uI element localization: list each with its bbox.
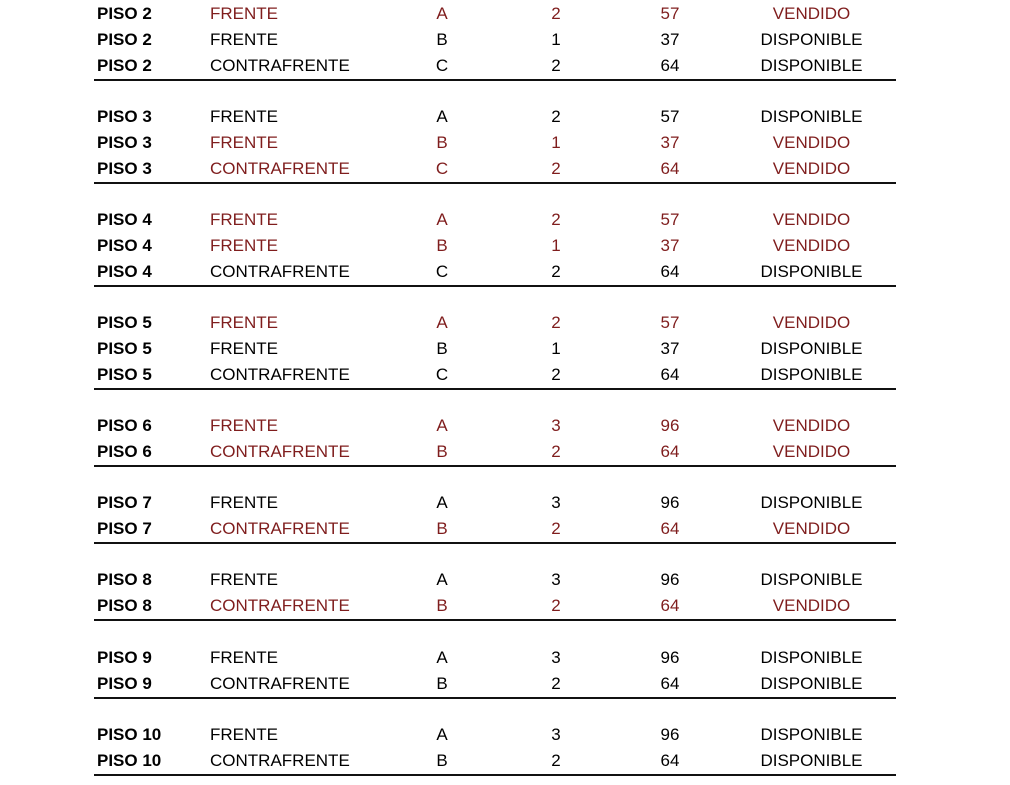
status-cell: VENDIDO [772,236,851,255]
orientation-cell: CONTRAFRENTE [210,674,350,693]
rooms-cell: 2 [551,596,561,615]
unit-cell: B [436,236,448,255]
orientation-cell: FRENTE [210,570,278,589]
area-cell: 64 [660,262,680,281]
rooms-cell: 2 [551,4,561,23]
area-cell: 64 [660,751,680,770]
floor-cell: PISO 2 [97,56,152,75]
floor-cell: PISO 3 [97,133,152,152]
rooms-cell: 1 [551,236,561,255]
floor-group-piso-5 [94,310,896,390]
rooms-cell: 3 [551,570,561,589]
floor-group-piso-6 [94,413,896,467]
orientation-cell: FRENTE [210,30,278,49]
rooms-cell: 2 [551,159,561,178]
status-cell: VENDIDO [772,210,851,229]
table-row [94,336,896,362]
orientation-cell: FRENTE [210,236,278,255]
orientation-cell: FRENTE [210,416,278,435]
status-cell: VENDIDO [772,133,851,152]
status-cell: DISPONIBLE [760,56,863,75]
floor-group-piso-7 [94,490,896,544]
unit-cell: B [436,339,448,358]
floor-cell: PISO 8 [97,570,152,589]
orientation-cell: CONTRAFRENTE [210,519,350,538]
unit-cell: C [435,56,449,75]
unit-cell: A [436,4,448,23]
rooms-cell: 2 [551,210,561,229]
rooms-cell: 2 [551,442,561,461]
status-cell: DISPONIBLE [760,262,863,281]
status-cell: VENDIDO [772,596,851,615]
rooms-cell: 2 [551,519,561,538]
table-row [94,671,896,697]
orientation-cell: CONTRAFRENTE [210,56,350,75]
rooms-cell: 3 [551,416,561,435]
floor-cell: PISO 7 [97,493,152,512]
floor-cell: PISO 4 [97,210,152,229]
table-row [94,156,896,182]
area-cell: 57 [660,313,680,332]
table-row [94,593,896,619]
status-cell: VENDIDO [772,519,851,538]
unit-cell: A [436,493,448,512]
floor-cell: PISO 5 [97,339,152,358]
floor-group-piso-8 [94,567,896,621]
unit-cell: A [436,313,448,332]
table-row [94,439,896,465]
orientation-cell: FRENTE [210,313,278,332]
table-row [94,53,896,79]
orientation-cell: CONTRAFRENTE [210,442,350,461]
table-row [94,748,896,774]
orientation-cell: FRENTE [210,133,278,152]
floor-cell: PISO 2 [97,30,152,49]
status-cell: DISPONIBLE [760,30,863,49]
rooms-cell: 1 [551,339,561,358]
area-cell: 37 [660,30,680,49]
area-cell: 96 [660,570,680,589]
table-row [94,362,896,388]
floor-cell: PISO 5 [97,313,152,332]
table-row [94,413,896,439]
orientation-cell: FRENTE [210,648,278,667]
area-cell: 96 [660,416,680,435]
floor-group-piso-4 [94,207,896,287]
floor-group-piso-2 [94,1,896,81]
floor-cell: PISO 6 [97,442,152,461]
floor-cell: PISO 6 [97,416,152,435]
floor-cell: PISO 9 [97,674,152,693]
floor-cell: PISO 9 [97,648,152,667]
table-row [94,310,896,336]
floor-cell: PISO 5 [97,365,152,384]
status-cell: DISPONIBLE [760,570,863,589]
area-cell: 64 [660,596,680,615]
area-cell: 96 [660,725,680,744]
rooms-cell: 2 [551,107,561,126]
area-cell: 57 [660,210,680,229]
rooms-cell: 3 [551,725,561,744]
status-cell: DISPONIBLE [760,674,863,693]
area-cell: 64 [660,365,680,384]
unit-cell: B [436,30,448,49]
orientation-cell: FRENTE [210,339,278,358]
status-cell: VENDIDO [772,159,851,178]
orientation-cell: CONTRAFRENTE [210,365,350,384]
area-cell: 64 [660,56,680,75]
floor-group-piso-9 [94,645,896,699]
floor-cell: PISO 4 [97,262,152,281]
table-row [94,722,896,748]
area-cell: 64 [660,519,680,538]
table-row [94,567,896,593]
floor-group-piso-10 [94,722,896,776]
orientation-cell: CONTRAFRENTE [210,159,350,178]
unit-cell: B [436,674,448,693]
status-cell: DISPONIBLE [760,725,863,744]
floor-cell: PISO 3 [97,107,152,126]
table-row [94,1,896,27]
status-cell: VENDIDO [772,442,851,461]
unit-cell: C [435,365,449,384]
area-cell: 64 [660,442,680,461]
unit-cell: B [436,133,448,152]
unit-cell: A [436,107,448,126]
rooms-cell: 2 [551,56,561,75]
rooms-cell: 2 [551,674,561,693]
floor-cell: PISO 7 [97,519,152,538]
floor-cell: PISO 8 [97,596,152,615]
table-row [94,233,896,259]
area-cell: 57 [660,107,680,126]
rooms-cell: 2 [551,313,561,332]
status-cell: VENDIDO [772,313,851,332]
rooms-cell: 2 [551,262,561,281]
unit-cell: A [436,570,448,589]
table-row [94,27,896,53]
table-row [94,516,896,542]
floor-group-piso-3 [94,104,896,184]
unit-cell: A [436,725,448,744]
status-cell: VENDIDO [772,4,851,23]
floor-cell: PISO 3 [97,159,152,178]
floor-cell: PISO 10 [97,725,162,744]
orientation-cell: FRENTE [210,493,278,512]
floor-cell: PISO 4 [97,236,152,255]
floor-cell: PISO 2 [97,4,152,23]
orientation-cell: CONTRAFRENTE [210,596,350,615]
unit-cell: A [436,416,448,435]
area-cell: 64 [660,159,680,178]
rooms-cell: 1 [551,133,561,152]
table-row [94,259,896,285]
area-cell: 37 [660,339,680,358]
table-row [94,130,896,156]
unit-cell: A [436,210,448,229]
unit-cell: A [436,648,448,667]
table-row [94,490,896,516]
table-row [94,645,896,671]
area-cell: 96 [660,648,680,667]
status-cell: DISPONIBLE [760,648,863,667]
orientation-cell: FRENTE [210,107,278,126]
table-row [94,104,896,130]
rooms-cell: 2 [551,751,561,770]
area-cell: 37 [660,236,680,255]
status-cell: DISPONIBLE [760,339,863,358]
unit-cell: B [436,442,448,461]
table-row [94,207,896,233]
status-cell: VENDIDO [772,416,851,435]
area-cell: 64 [660,674,680,693]
rooms-cell: 1 [551,30,561,49]
orientation-cell: FRENTE [210,210,278,229]
status-cell: DISPONIBLE [760,365,863,384]
unit-cell: B [436,751,448,770]
area-cell: 37 [660,133,680,152]
status-cell: DISPONIBLE [760,493,863,512]
unit-cell: C [435,159,449,178]
rooms-cell: 2 [551,365,561,384]
unit-cell: C [435,262,449,281]
orientation-cell: CONTRAFRENTE [210,751,350,770]
status-cell: DISPONIBLE [760,751,863,770]
orientation-cell: CONTRAFRENTE [210,262,350,281]
unit-cell: B [436,596,448,615]
orientation-cell: FRENTE [210,4,278,23]
rooms-cell: 3 [551,648,561,667]
unit-cell: B [436,519,448,538]
rooms-cell: 3 [551,493,561,512]
orientation-cell: FRENTE [210,725,278,744]
area-cell: 96 [660,493,680,512]
area-cell: 57 [660,4,680,23]
status-cell: DISPONIBLE [760,107,863,126]
floor-cell: PISO 10 [97,751,162,770]
